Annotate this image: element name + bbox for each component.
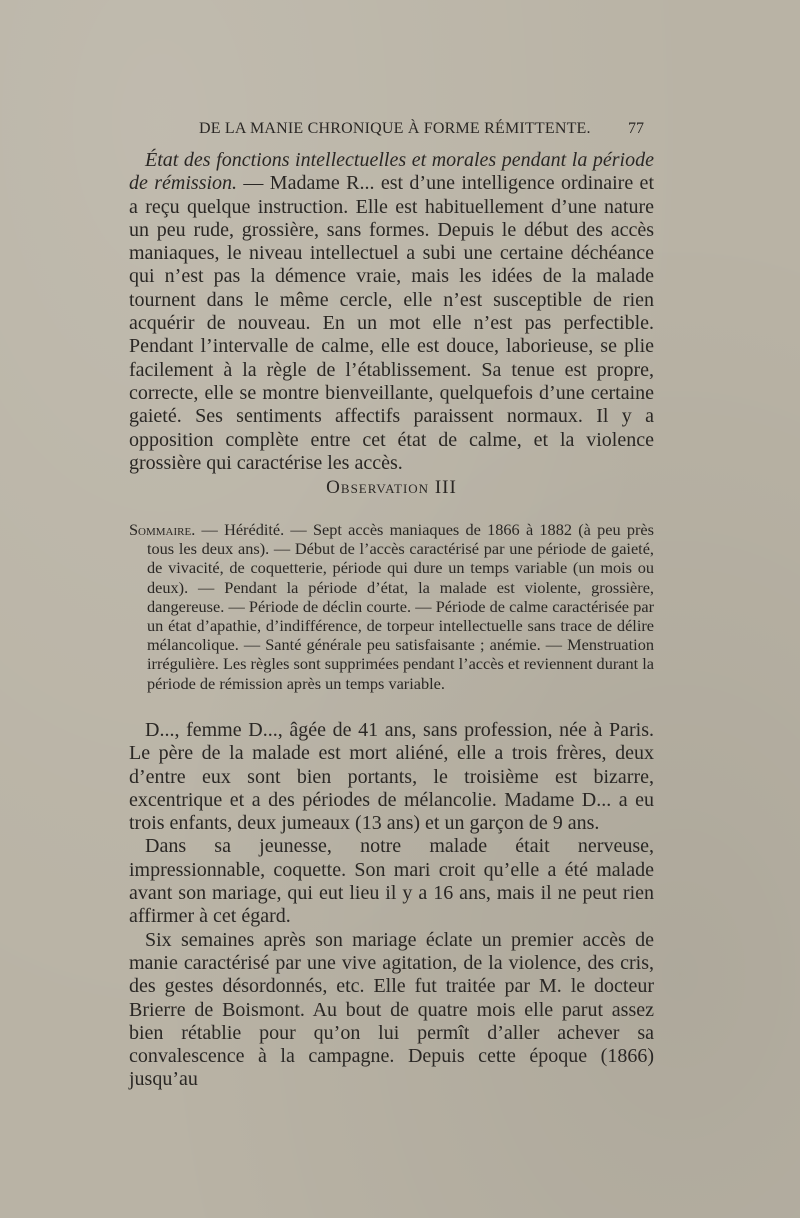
- page-number: 77: [628, 120, 644, 137]
- remission-heading: État des fonctions intellectuelles et morales pendant la période de rémission.: [129, 149, 654, 195]
- observation-heading: Observation III: [326, 477, 457, 498]
- observation-paragraph: Six semaines après son mariage éclate un premier accès de manie caractérisé par une vive agitation, de la violence, des cris, des gestes désordonnés, etc. Elle fut traitée par M. le docteur Brierre de Boismont. Au bout de quatre mois elle parut assez bien rétablie pour qu’on lui permît d’aller achever sa convalescence à la campagne. Depuis cette époque (1866) jusqu’au: [129, 928, 654, 1091]
- observation-paragraph: Dans sa jeunesse, notre malade était nerveuse, impressionnable, coquette. Son mari croit qu’elle a été malade avant son mariage, qui eut lieu il y a 16 ans, mais il ne peut rien affirmer à cet égard.: [129, 835, 654, 928]
- remission-text: — Madame R... est d’une intelligence ordinaire et a reçu quelque instruction. Elle est habituellement d’une nature un peu rude, grossière, sans formes. Depuis le début des accès maniaques, le niveau intellectuel a subi une certaine déchéance qui n’est pas la démence vraie, mais les idées de la malade tournent dans le même cercle, elle n’est susceptible de rien acquérir de nouveau. En un mot elle n’est pas perfectible. Pendant l’intervalle de calme, elle est douce, laborieuse, se plie facilement à la règle de l’établissement. Sa tenue est propre, correcte, elle se montre bienveillante, quelquefois d’une certaine gaieté. Ses sentiments affectifs paraissent normaux. Il y a opposition complète entre cet état de calme, et la violence grossière qui caractérise les accès.: [129, 172, 654, 474]
- observation-paragraph: D..., femme D..., âgée de 41 ans, sans profession, née à Paris. Le père de la malade est mort aliéné, elle a trois frères, deux d’entre eux sont bien portants, le troisième est bizarre, excentrique et a des périodes de mélancolie. Madame D... a eu trois enfants, deux jumeaux (13 ans) et un garçon de 9 ans.: [129, 719, 654, 835]
- observation-body: [129, 719, 654, 1092]
- summary-text: — Hérédité. — Sept accès maniaques de 1866 à 1882 (à peu près tous les deux ans). — Début de l’accès caractérisé par une période de gaieté, de vivacité, de coquetterie, période qui dure un temps variable (un mois ou deux). — Pendant la période d’état, la malade est violente, grossière, dangereuse. — Période de déclin courte. — Période de calme caractérisée par un état d’apathie, d’indifférence, de torpeur intellectuelle sans trace de délire mélancolique. — Santé générale peu satisfaisante ; anémie. — Menstruation irrégulière. Les règles sont supprimées pendant l’accès et reviennent durant la période de rémission après un temps variable.: [147, 520, 654, 693]
- summary-label: Sommaire.: [129, 520, 196, 539]
- running-head: DE LA MANIE CHRONIQUE À FORME RÉMITTENTE.: [199, 120, 591, 137]
- remission-paragraph: [129, 149, 654, 475]
- observation-summary: [129, 520, 654, 693]
- remission-section: [129, 149, 654, 475]
